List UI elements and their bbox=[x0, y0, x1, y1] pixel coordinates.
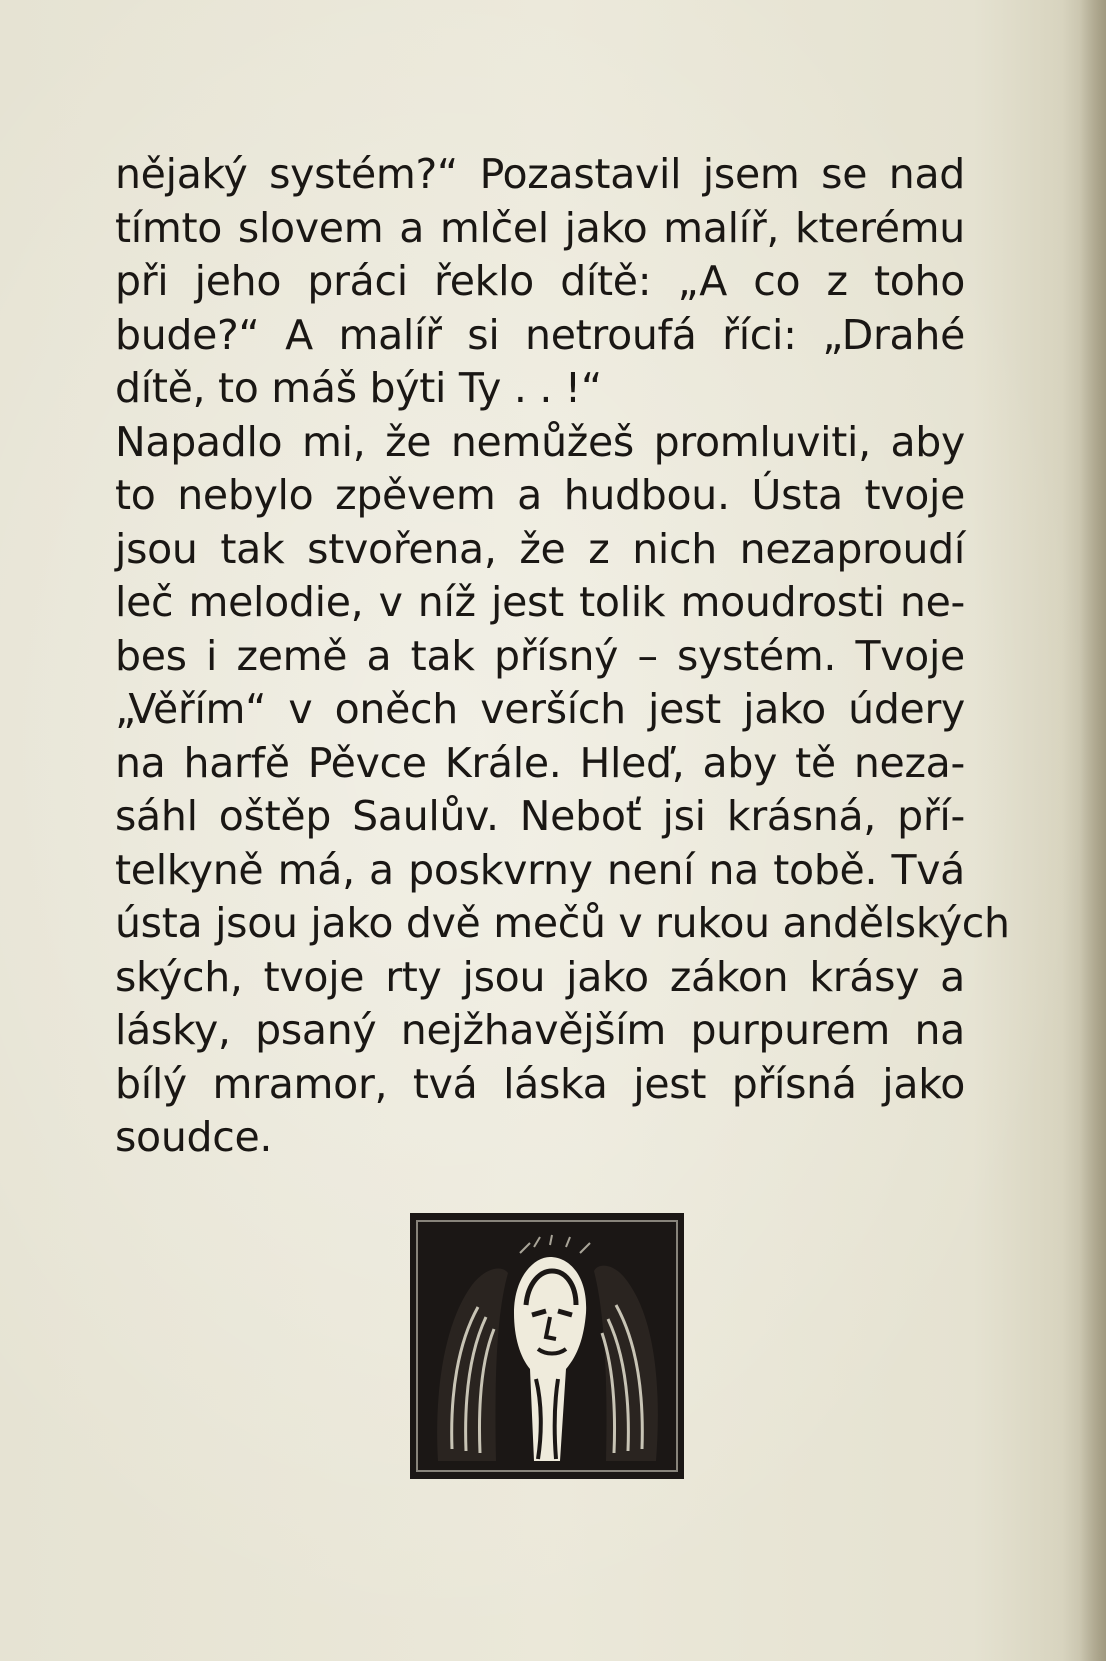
body-text bbox=[115, 148, 1010, 1165]
text-line: Napadlo mi, že nemůžeš promluviti, aby bbox=[115, 417, 965, 466]
text-line: „Věřím“ v oněch verších jest jako údery bbox=[115, 685, 965, 733]
text-line: bílý mramor, tvá láska jest přísná jako bbox=[115, 1059, 965, 1108]
text-line: ských, tvoje rty jsou jako zákon krásy a bbox=[115, 952, 965, 1001]
text-line: jsou tak stvořena, že z nich nezaproudí bbox=[115, 524, 965, 573]
text-line: lásky, psaný nejžhavějším purpurem na bbox=[115, 1006, 965, 1054]
text-line: při jeho práci řeklo dítě: „A co z toho bbox=[115, 257, 965, 305]
text-line: bude?“ A malíř si netroufá říci: „Drahé bbox=[115, 310, 965, 359]
text-line: to nebylo zpěvem a hudbou. Ústa tvoje bbox=[115, 471, 965, 519]
woodcut-illustration bbox=[410, 1213, 684, 1479]
text-line: ústa jsou jako dvě mečů v rukou andělských bbox=[115, 899, 1010, 947]
text-line: telkyně má, a poskvrny není na tobě. Tvá bbox=[115, 845, 965, 894]
text-line: tímto slovem a mlčel jako malíř, kterému bbox=[115, 203, 965, 252]
text-line: na harfě Pěvce Krále. Hleď, aby tě neza- bbox=[115, 738, 965, 787]
text-line: sáhl oštěp Saulův. Neboť jsi krásná, pří- bbox=[115, 792, 965, 840]
text-line: soudce. bbox=[115, 1113, 273, 1161]
text-line: nějaký systém?“ Pozastavil jsem se nad bbox=[115, 150, 965, 198]
text-line: dítě, to máš býti Ty . . !“ bbox=[115, 364, 602, 412]
angel-woodcut-icon bbox=[410, 1213, 684, 1479]
text-line: bes i země a tak přísný – systém. Tvoje bbox=[115, 631, 965, 680]
page-binding-shadow bbox=[1080, 0, 1106, 1661]
text-line: leč melodie, v níž jest tolik moudrosti ne- bbox=[115, 578, 965, 626]
